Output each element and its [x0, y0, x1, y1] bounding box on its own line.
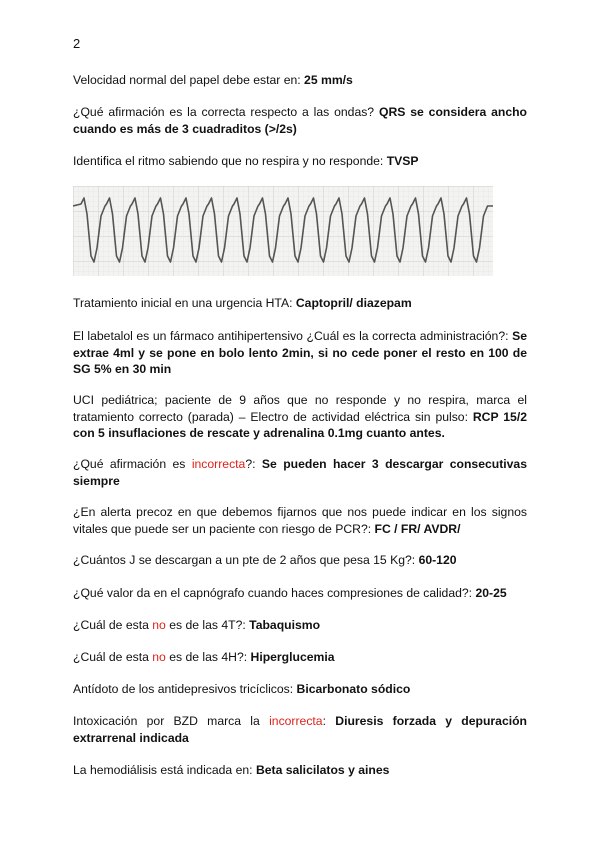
highlight-text: incorrecta [191, 457, 246, 471]
answer-text: Se pueden hacer 3 descargar consecutivas siempre [73, 457, 527, 488]
answer-text: TVSP [386, 154, 419, 168]
question-text: Tratamiento inicial en una urgencia HTA: [73, 296, 296, 310]
question-text: es de las 4H?: [165, 650, 251, 664]
answer-text: Se extrae 4ml y se pone en bolo lento 2min, si no cede poner el resto en 100 de SG 5% en 30 min [73, 329, 527, 376]
answer-text: 25 mm/s [304, 73, 353, 87]
answer-text: RCP 15/2 con 5 insuflaciones de rescate y adrenalina 0.1mg cuanto antes. [73, 409, 527, 440]
question-capnograph [73, 585, 527, 602]
question-tricyclic-antidote [73, 681, 527, 698]
question-text: ¿En alerta precoz en que debemos fijarnos que nos puede indicar en los signos vitales que puede ser un paciente con riesgo de PCR?: [73, 505, 527, 536]
answer-text: Hiperglucemia [250, 650, 335, 664]
answer-text: Beta salicilatos y aines [255, 763, 390, 777]
question-incorrect-shocks [73, 456, 527, 489]
question-text: Antídoto de los antidepresivos tricíclicos: [73, 682, 297, 696]
question-text: UCI pediátrica; paciente de 9 años que no responde y no respira, marca el tratamiento correcto (parada) – Electro de actividad eléctrica sin pulso: [73, 393, 527, 424]
answer-text: FC / FR/ AVDR/ [374, 521, 461, 536]
question-early-alert [73, 504, 527, 537]
question-paper-speed [73, 72, 527, 89]
question-text: ¿Qué valor da en el capnógrafo cuando haces compresiones de calidad?: [73, 586, 476, 600]
answer-text: Tabaquismo [249, 618, 321, 632]
question-text: Identifica el ritmo sabiendo que no respira y no responde: [73, 154, 387, 168]
question-pediatric-uci [73, 392, 527, 442]
answer-text: Diuresis forzada y depuración extrarrenal indicada [73, 714, 527, 745]
question-text: ¿Cuál de esta [73, 618, 153, 632]
answer-text: Bicarbonato sódico [296, 682, 411, 696]
question-4h [73, 649, 527, 666]
ecg-strip-image [73, 186, 493, 276]
highlight-text: incorrecta [269, 714, 323, 728]
question-labetalol [73, 328, 527, 378]
question-hemodialysis [73, 762, 527, 779]
question-text: ¿Qué afirmación es la correcta respecto a las ondas? [73, 105, 379, 119]
question-text: es de las 4T?: [165, 618, 250, 632]
question-text: La hemodiálisis está indicada en: [73, 763, 256, 777]
question-joules [73, 552, 527, 569]
highlight-text: no [152, 618, 166, 632]
question-text: El labetalol es un fármaco antihipertensivo ¿Cuál es la correcta administración?: [73, 329, 513, 343]
question-text: ¿Cuál de esta [73, 650, 153, 664]
question-text: ¿Cuántos J se descargan a un pte de 2 años que pesa 15 Kg?: [73, 553, 419, 567]
question-4t [73, 617, 527, 634]
question-text: : [322, 714, 336, 728]
answer-text: 60-120 [418, 553, 457, 567]
question-text: Intoxicación por BZD marca la [73, 714, 270, 728]
page-number: 2 [73, 36, 81, 51]
question-bzd [73, 713, 527, 746]
answer-text: 20-25 [475, 586, 507, 600]
question-text: ?: [245, 457, 262, 471]
highlight-text: no [152, 650, 166, 664]
question-text: ¿Qué afirmación es [73, 457, 192, 471]
question-hta [73, 295, 527, 312]
question-rhythm [73, 153, 527, 170]
answer-text: QRS se considera ancho cuando es más de 3 cuadraditos (>/2s) [73, 105, 527, 136]
question-text: Velocidad normal del papel debe estar en: [73, 73, 305, 87]
question-waves [73, 104, 527, 137]
answer-text: Captopril/ diazepam [295, 296, 412, 310]
